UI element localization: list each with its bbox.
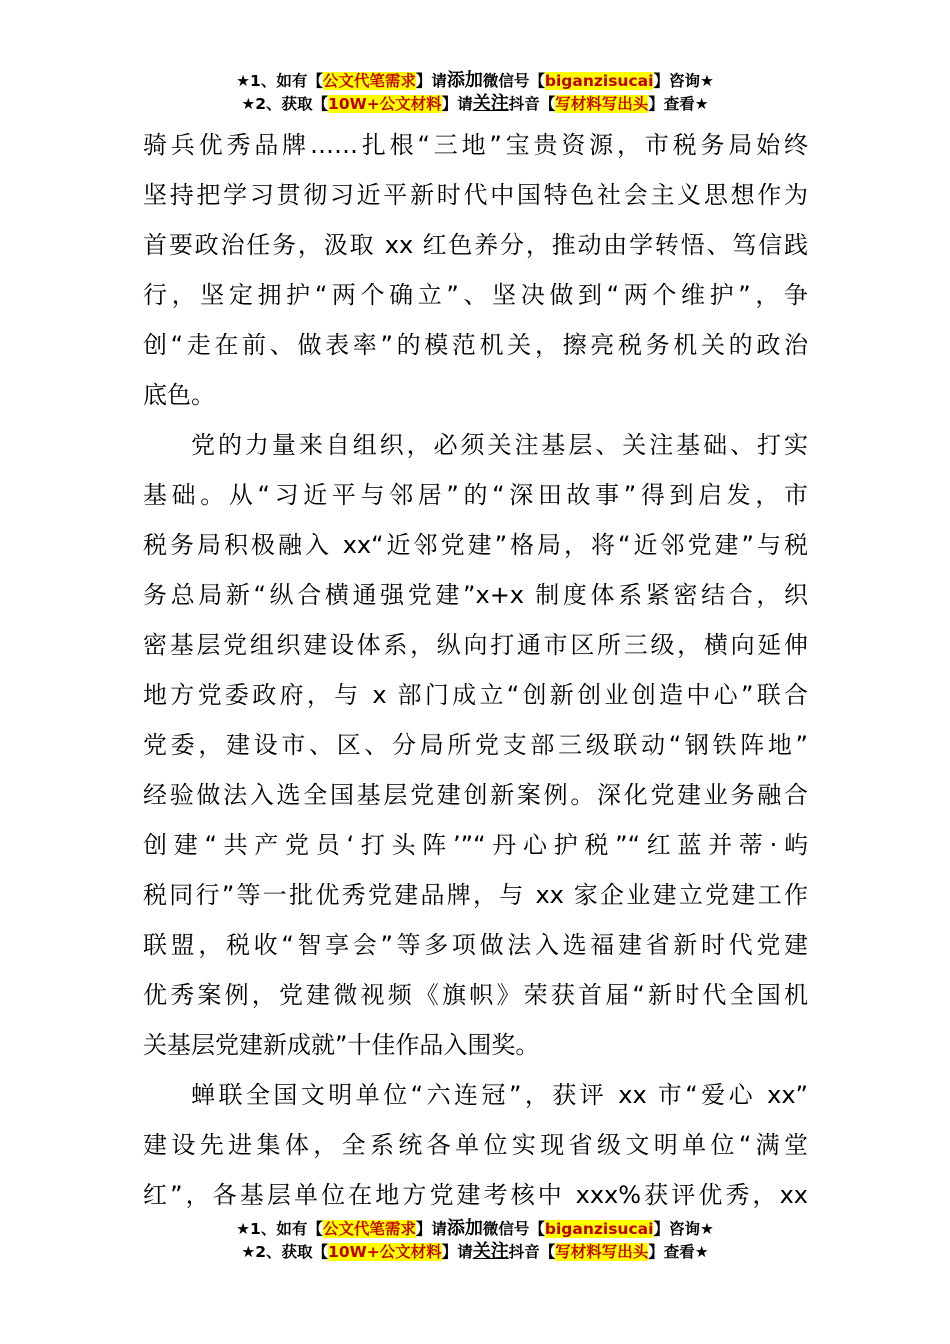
body-line: 底色。 [143, 381, 215, 409]
body-line: 关基层党建新成就”十佳作品入围奖。 [143, 1031, 540, 1059]
body-line: 联盟，税收“智享会”等多项做法入选福建省新时代党建 [143, 931, 808, 959]
banner-text: 】请 [441, 95, 473, 113]
body-line: 地方党委政府，与 x 部门成立“创新创业创造中心”联合 [143, 681, 808, 709]
banner-text: 】请 [415, 72, 447, 90]
banner-text: 】查看★ [648, 95, 709, 113]
body-line: 首要政治任务，汲取 xx 红色养分，推动由学转悟、笃信践 [143, 231, 808, 259]
banner-text: 抖音【 [508, 95, 556, 113]
header-banner [0, 69, 950, 115]
footer-banner [0, 1217, 950, 1263]
body-line: 行，坚定拥护“两个确立”、坚决做到“两个维护”，争 [143, 281, 808, 309]
body-line: 基础。从“习近平与邻居”的“深田故事”得到启发，市 [143, 481, 808, 509]
body-line: 创“走在前、做表率”的模范机关，擦亮税务机关的政治 [143, 331, 808, 359]
body-line: 坚持把学习贯彻习近平新时代中国特色社会主义思想作为 [143, 181, 808, 209]
body-line: 党委，建设市、区、分局所党支部三级联动“钢铁阵地” [143, 731, 808, 759]
banner-line-1 [0, 69, 950, 92]
banner-text: 微信号【 [482, 1220, 545, 1238]
banner-text: ★1、如有【 [236, 1220, 323, 1238]
banner-line-2 [0, 1240, 950, 1263]
body-line: 密基层党组织建设体系，纵向打通市区所三级，横向延伸 [143, 631, 808, 659]
banner-text: 】查看★ [648, 1243, 709, 1261]
banner-text: 】请 [415, 1220, 447, 1238]
banner-emphasis: 添加 [446, 70, 483, 91]
banner-text: 】咨询★ [653, 72, 714, 90]
banner-emphasis: 关注 [472, 93, 509, 114]
highlight-wechat-id: biganzisucai [544, 72, 654, 90]
banner-text: 】请 [441, 1243, 473, 1261]
body-line: 红”，各基层单位在地方党建考核中 xxx%获评优秀，xx [143, 1181, 808, 1209]
banner-text: 抖音【 [508, 1243, 556, 1261]
body-line: 优秀案例，党建微视频《旗帜》荣获首届“新时代全国机 [143, 981, 808, 1009]
banner-text: 】咨询★ [653, 1220, 714, 1238]
banner-line-1 [0, 1217, 950, 1240]
body-line: 骑兵优秀品牌……扎根“三地”宝贵资源，市税务局始终 [143, 131, 808, 159]
banner-text: 微信号【 [482, 72, 545, 90]
banner-emphasis: 关注 [472, 1241, 509, 1262]
highlight-service: 公文代笔需求 [322, 1220, 416, 1238]
highlight-materials: 10W+公文材料 [328, 1243, 442, 1261]
body-line: 务总局新“纵合横通强党建”x+x 制度体系紧密结合，织 [143, 581, 808, 609]
body-line: 党的力量来自组织，必须关注基层、关注基础、打实 [191, 431, 808, 459]
highlight-wechat-id: biganzisucai [544, 1220, 654, 1238]
banner-text: ★2、获取【 [241, 1243, 329, 1261]
banner-text: ★1、如有【 [236, 72, 323, 90]
body-line: 创建“共产党员‘打头阵’”“丹心护税”“红蓝并蒂·屿 [143, 831, 808, 859]
highlight-douyin: 写材料写出头 [555, 95, 649, 113]
document-body [143, 120, 808, 1220]
banner-text: ★2、获取【 [241, 95, 329, 113]
banner-line-2 [0, 92, 950, 115]
body-line: 建设先进集体，全系统各单位实现省级文明单位“满堂 [143, 1131, 808, 1159]
highlight-service: 公文代笔需求 [322, 72, 416, 90]
body-line: 税务局积极融入 xx“近邻党建”格局，将“近邻党建”与税 [143, 531, 808, 559]
highlight-douyin: 写材料写出头 [555, 1243, 649, 1261]
body-line: 经验做法入选全国基层党建创新案例。深化党建业务融合 [143, 781, 808, 809]
body-line: 税同行”等一批优秀党建品牌，与 xx 家企业建立党建工作 [143, 881, 808, 909]
banner-emphasis: 添加 [446, 1218, 483, 1239]
highlight-materials: 10W+公文材料 [328, 95, 442, 113]
body-line: 蝉联全国文明单位“六连冠”，获评 xx 市“爱心 xx” [191, 1081, 808, 1109]
